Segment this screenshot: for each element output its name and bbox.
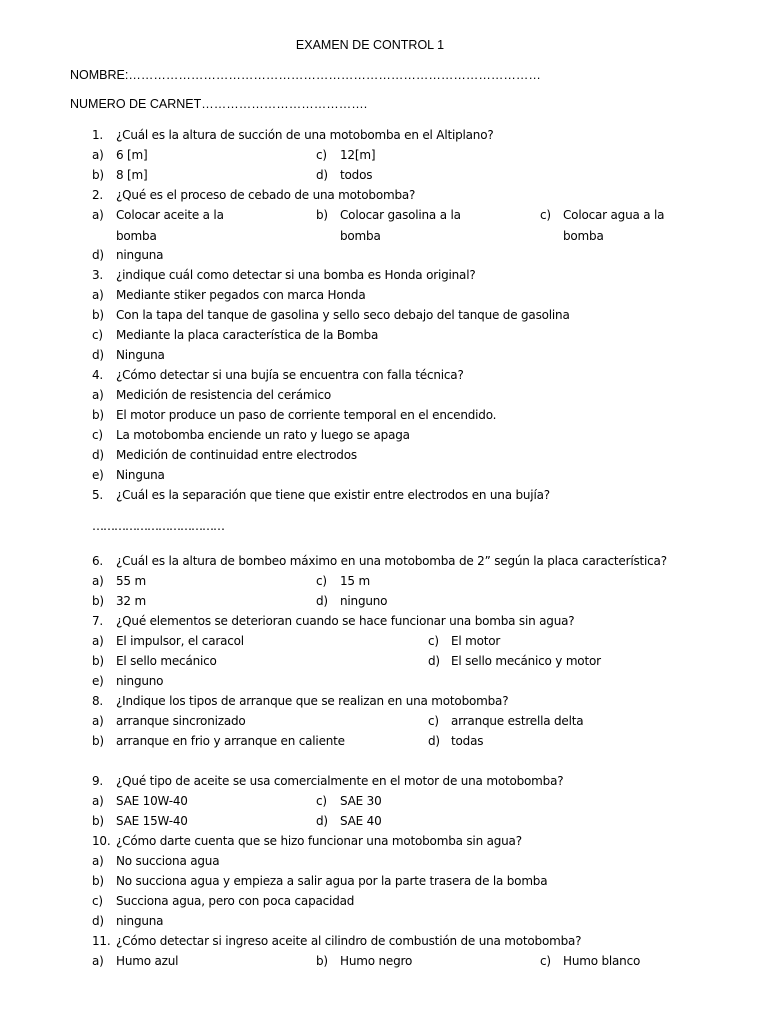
question-number: 3. — [92, 268, 104, 282]
option-text: 6 [m] — [116, 148, 148, 162]
option-letter: c) — [316, 148, 327, 162]
option-letter: d) — [316, 814, 328, 828]
option-text: bomba — [563, 229, 604, 243]
question-text: ¿Cuál es la separación que tiene que existir entre electrodos en una bujía? — [116, 488, 550, 502]
option-letter: a) — [92, 574, 104, 588]
option-letter: e) — [92, 468, 104, 482]
option-letter: e) — [92, 674, 104, 688]
option-text: Colocar agua a la — [563, 208, 665, 222]
option-letter: d) — [428, 734, 440, 748]
option-text: bomba — [116, 229, 157, 243]
question-number: 8. — [92, 694, 104, 708]
carnet-field-line: NUMERO DE CARNET…………………………………. — [70, 97, 368, 111]
option-letter: c) — [92, 428, 103, 442]
option-text: 12[m] — [340, 148, 376, 162]
question-number: 11. — [92, 934, 111, 948]
option-letter: a) — [92, 148, 104, 162]
option-letter: d) — [92, 914, 104, 928]
option-text: El impulsor, el caracol — [116, 634, 244, 648]
option-letter: d) — [92, 348, 104, 362]
option-letter: c) — [92, 894, 103, 908]
option-letter: d) — [428, 654, 440, 668]
option-text: todas — [451, 734, 484, 748]
option-text: El sello mecánico y motor — [451, 654, 601, 668]
option-text: arranque sincronizado — [116, 714, 246, 728]
option-text: Colocar aceite a la — [116, 208, 224, 222]
question-text: ¿Cómo detectar si ingreso aceite al cilindro de combustión de una motobomba? — [116, 934, 582, 948]
question-text: ¿Cómo detectar si una bujía se encuentra con falla técnica? — [116, 368, 464, 382]
option-letter: a) — [92, 288, 104, 302]
question-number: 4. — [92, 368, 104, 382]
option-text: Humo blanco — [563, 954, 641, 968]
option-letter: d) — [316, 594, 328, 608]
option-text: Colocar gasolina a la — [340, 208, 461, 222]
option-text: 8 [m] — [116, 168, 148, 182]
question-number: 5. — [92, 488, 104, 502]
option-text: Humo negro — [340, 954, 413, 968]
option-text: arranque en frio y arranque en caliente — [116, 734, 345, 748]
question-text: ¿Cuál es la altura de bombeo máximo en una motobomba de 2” según la placa característica? — [116, 554, 667, 568]
option-letter: a) — [92, 634, 104, 648]
option-letter: a) — [92, 208, 104, 222]
option-text: ninguna — [116, 914, 164, 928]
option-text: Ninguna — [116, 468, 165, 482]
option-letter: a) — [92, 714, 104, 728]
option-letter: a) — [92, 388, 104, 402]
question-text: ¿indique cuál como detectar si una bomba es Honda original? — [116, 268, 476, 282]
option-text: 32 m — [116, 594, 146, 608]
option-letter: b) — [92, 814, 104, 828]
question-number: 2. — [92, 188, 104, 202]
option-text: Mediante la placa característica de la Bomba — [116, 328, 379, 342]
option-text: El motor produce un paso de corriente temporal en el encendido. — [116, 408, 497, 422]
option-text: SAE 30 — [340, 794, 382, 808]
question-text: ¿Qué tipo de aceite se usa comercialmente en el motor de una motobomba? — [116, 774, 564, 788]
option-text: SAE 15W-40 — [116, 814, 188, 828]
question-number: 7. — [92, 614, 104, 628]
option-text: Con la tapa del tanque de gasolina y sello seco debajo del tanque de gasolina — [116, 308, 570, 322]
option-letter: c) — [540, 208, 551, 222]
answer-blank-line: ……………………………… — [92, 519, 224, 533]
option-letter: b) — [92, 308, 104, 322]
option-text: No succiona agua y empieza a salir agua por la parte trasera de la bomba — [116, 874, 548, 888]
question-text: ¿Cómo darte cuenta que se hizo funcionar una motobomba sin agua? — [116, 834, 522, 848]
option-letter: c) — [316, 794, 327, 808]
option-text: El motor — [451, 634, 501, 648]
question-number: 9. — [92, 774, 104, 788]
option-letter: c) — [540, 954, 551, 968]
option-letter: c) — [428, 714, 439, 728]
option-letter: c) — [92, 328, 103, 342]
option-text: arranque estrella delta — [451, 714, 584, 728]
option-text: Humo azul — [116, 954, 179, 968]
name-field-line: NOMBRE:……………………………………………………………………………………… — [70, 68, 541, 82]
question-text: ¿Indique los tipos de arranque que se realizan en una motobomba? — [116, 694, 509, 708]
option-letter: c) — [316, 574, 327, 588]
option-text: Succiona agua, pero con poca capacidad — [116, 894, 355, 908]
option-text: El sello mecánico — [116, 654, 217, 668]
question-text: ¿Qué elementos se deterioran cuando se hace funcionar una bomba sin agua? — [116, 614, 575, 628]
option-text: SAE 10W-40 — [116, 794, 188, 808]
option-letter: b) — [92, 654, 104, 668]
option-text: todos — [340, 168, 373, 182]
option-text: ninguno — [116, 674, 164, 688]
option-text: SAE 40 — [340, 814, 382, 828]
option-letter: c) — [428, 634, 439, 648]
option-text: Medición de resistencia del cerámico — [116, 388, 332, 402]
exam-title: EXAMEN DE CONTROL 1 — [295, 38, 445, 52]
option-text: ninguno — [340, 594, 388, 608]
option-letter: b) — [316, 208, 328, 222]
option-letter: d) — [92, 248, 104, 262]
option-letter: a) — [92, 794, 104, 808]
option-letter: b) — [92, 408, 104, 422]
question-text: ¿Cuál es la altura de succión de una motobomba en el Altiplano? — [116, 128, 494, 142]
option-text: 15 m — [340, 574, 370, 588]
option-letter: b) — [92, 734, 104, 748]
question-number: 1. — [92, 128, 104, 142]
option-text: bomba — [340, 229, 381, 243]
option-letter: a) — [92, 954, 104, 968]
option-letter: d) — [92, 448, 104, 462]
option-letter: b) — [92, 594, 104, 608]
option-letter: a) — [92, 854, 104, 868]
option-letter: d) — [316, 168, 328, 182]
question-number: 10. — [92, 834, 111, 848]
option-text: 55 m — [116, 574, 146, 588]
option-text: Ninguna — [116, 348, 165, 362]
option-text: Mediante stiker pegados con marca Honda — [116, 288, 366, 302]
option-letter: b) — [316, 954, 328, 968]
option-text: La motobomba enciende un rato y luego se apaga — [116, 428, 410, 442]
question-number: 6. — [92, 554, 104, 568]
option-letter: b) — [92, 874, 104, 888]
option-text: ninguna — [116, 248, 164, 262]
question-text: ¿Qué es el proceso de cebado de una motobomba? — [116, 188, 416, 202]
option-text: No succiona agua — [116, 854, 220, 868]
option-text: Medición de continuidad entre electrodos — [116, 448, 357, 462]
option-letter: b) — [92, 168, 104, 182]
